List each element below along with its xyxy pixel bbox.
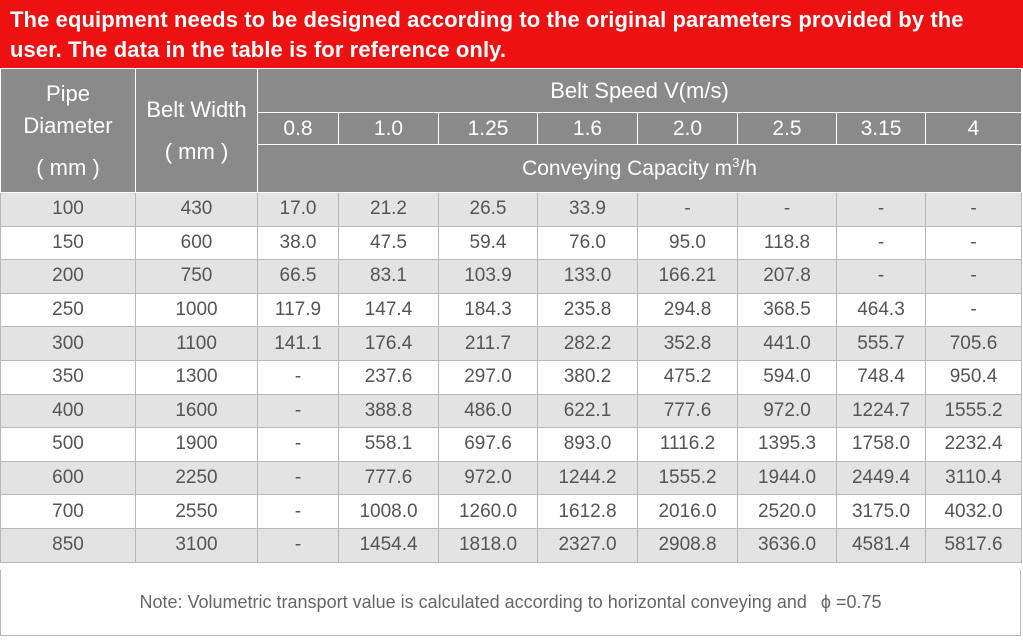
- capacity-cell: 26.5: [439, 193, 538, 227]
- capacity-cell: 1395.3: [738, 428, 837, 462]
- pipe-diameter-unit: ( mm ): [36, 154, 100, 180]
- capacity-table: [0, 68, 1022, 563]
- capacity-cell: -: [258, 360, 339, 394]
- capacity-cell: 117.9: [258, 293, 339, 327]
- belt-width-label: Belt Width: [146, 96, 247, 122]
- capacity-cell: 777.6: [339, 461, 439, 495]
- capacity-cell: 118.8: [738, 226, 837, 260]
- pipe-diameter-cell: 200: [1, 260, 136, 294]
- capacity-cell: -: [738, 193, 837, 227]
- capacity-cell: -: [926, 293, 1022, 327]
- table-row: [1, 528, 1022, 562]
- capacity-cell: 166.21: [638, 260, 738, 294]
- capacity-cell: -: [926, 193, 1022, 227]
- footnote-phi-value: ϕ =0.75: [820, 592, 882, 612]
- speed-header-cell: 2.5: [738, 113, 837, 145]
- capacity-cell: 2520.0: [738, 495, 837, 529]
- belt-width-cell: 1100: [136, 327, 258, 361]
- capacity-cell: 2908.8: [638, 528, 738, 562]
- capacity-cell: 972.0: [738, 394, 837, 428]
- capacity-cell: 622.1: [538, 394, 638, 428]
- belt-width-cell: 750: [136, 260, 258, 294]
- capacity-cell: 950.4: [926, 360, 1022, 394]
- capacity-cell: 1008.0: [339, 495, 439, 529]
- capacity-cell: 555.7: [837, 327, 926, 361]
- table-row: [1, 293, 1022, 327]
- capacity-cell: 294.8: [638, 293, 738, 327]
- capacity-cell: 1944.0: [738, 461, 837, 495]
- table-header: [1, 69, 1022, 193]
- capacity-superscript: 3: [732, 154, 740, 170]
- table-row: [1, 360, 1022, 394]
- table-row: [1, 327, 1022, 361]
- pipe-diameter-cell: 400: [1, 394, 136, 428]
- header-conveying-capacity: [258, 145, 1022, 193]
- capacity-cell: 748.4: [837, 360, 926, 394]
- capacity-cell: 76.0: [538, 226, 638, 260]
- header-belt-speed: Belt Speed V(m/s): [258, 69, 1022, 113]
- capacity-cell: 21.2: [339, 193, 439, 227]
- speed-header-cell: 3.15: [837, 113, 926, 145]
- capacity-cell: 47.5: [339, 226, 439, 260]
- capacity-cell: 1260.0: [439, 495, 538, 529]
- capacity-cell: 147.4: [339, 293, 439, 327]
- table-row: [1, 193, 1022, 227]
- belt-width-cell: 1900: [136, 428, 258, 462]
- capacity-cell: -: [258, 495, 339, 529]
- belt-width-cell: 2250: [136, 461, 258, 495]
- capacity-cell: 95.0: [638, 226, 738, 260]
- capacity-cell: 2232.4: [926, 428, 1022, 462]
- table-row: [1, 428, 1022, 462]
- capacity-suffix: /h: [739, 156, 757, 180]
- warning-banner: [0, 0, 1023, 68]
- capacity-cell: 3636.0: [738, 528, 837, 562]
- table-body: [1, 193, 1022, 563]
- pipe-diameter-cell: 600: [1, 461, 136, 495]
- pipe-diameter-cell: 250: [1, 293, 136, 327]
- speed-header-cell: 0.8: [258, 113, 339, 145]
- pipe-diameter-cell: 700: [1, 495, 136, 529]
- speed-header-cell: 1.6: [538, 113, 638, 145]
- capacity-table-container: [0, 68, 1021, 563]
- capacity-cell: 388.8: [339, 394, 439, 428]
- capacity-cell: 17.0: [258, 193, 339, 227]
- capacity-cell: 133.0: [538, 260, 638, 294]
- capacity-cell: 1244.2: [538, 461, 638, 495]
- table-row: [1, 394, 1022, 428]
- capacity-cell: 893.0: [538, 428, 638, 462]
- capacity-cell: 237.6: [339, 360, 439, 394]
- capacity-cell: 282.2: [538, 327, 638, 361]
- capacity-cell: -: [258, 461, 339, 495]
- capacity-cell: 33.9: [538, 193, 638, 227]
- pipe-diameter-cell: 850: [1, 528, 136, 562]
- capacity-cell: 1224.7: [837, 394, 926, 428]
- speed-header-cell: 1.0: [339, 113, 439, 145]
- belt-width-cell: 600: [136, 226, 258, 260]
- capacity-cell: 207.8: [738, 260, 837, 294]
- capacity-cell: 235.8: [538, 293, 638, 327]
- capacity-cell: 705.6: [926, 327, 1022, 361]
- belt-width-cell: 3100: [136, 528, 258, 562]
- belt-width-cell: 2550: [136, 495, 258, 529]
- capacity-cell: 594.0: [738, 360, 837, 394]
- capacity-cell: 66.5: [258, 260, 339, 294]
- capacity-cell: 697.6: [439, 428, 538, 462]
- capacity-cell: 38.0: [258, 226, 339, 260]
- capacity-cell: -: [258, 528, 339, 562]
- capacity-cell: 297.0: [439, 360, 538, 394]
- capacity-cell: -: [258, 428, 339, 462]
- capacity-cell: 475.2: [638, 360, 738, 394]
- capacity-cell: 3175.0: [837, 495, 926, 529]
- warning-banner-text: The equipment needs to be designed according to the original parameters provided by the user. The data in the table is for reference only.: [10, 7, 964, 62]
- capacity-cell: 141.1: [258, 327, 339, 361]
- belt-width-unit: ( mm ): [164, 138, 229, 164]
- belt-width-cell: 430: [136, 193, 258, 227]
- pipe-diameter-label: Pipe Diameter: [23, 80, 113, 138]
- capacity-cell: 83.1: [339, 260, 439, 294]
- capacity-cell: 777.6: [638, 394, 738, 428]
- capacity-cell: 368.5: [738, 293, 837, 327]
- capacity-cell: 380.2: [538, 360, 638, 394]
- capacity-cell: 558.1: [339, 428, 439, 462]
- capacity-cell: 1612.8: [538, 495, 638, 529]
- speed-header-cell: 1.25: [439, 113, 538, 145]
- header-pipe-diameter: [1, 69, 136, 193]
- capacity-cell: 2327.0: [538, 528, 638, 562]
- capacity-cell: 59.4: [439, 226, 538, 260]
- capacity-cell: 211.7: [439, 327, 538, 361]
- header-belt-width: [136, 69, 258, 193]
- capacity-cell: 1758.0: [837, 428, 926, 462]
- capacity-cell: 352.8: [638, 327, 738, 361]
- capacity-cell: 1454.4: [339, 528, 439, 562]
- capacity-cell: 2449.4: [837, 461, 926, 495]
- pipe-diameter-cell: 300: [1, 327, 136, 361]
- capacity-cell: 1555.2: [926, 394, 1022, 428]
- pipe-diameter-cell: 150: [1, 226, 136, 260]
- capacity-cell: 486.0: [439, 394, 538, 428]
- capacity-cell: -: [926, 226, 1022, 260]
- table-row: [1, 461, 1022, 495]
- footnote: [0, 570, 1021, 636]
- capacity-cell: -: [926, 260, 1022, 294]
- table-row: [1, 260, 1022, 294]
- capacity-cell: 2016.0: [638, 495, 738, 529]
- capacity-cell: 441.0: [738, 327, 837, 361]
- capacity-cell: 464.3: [837, 293, 926, 327]
- belt-width-cell: 1300: [136, 360, 258, 394]
- speed-header-cell: 2.0: [638, 113, 738, 145]
- belt-width-cell: 1000: [136, 293, 258, 327]
- pipe-diameter-cell: 500: [1, 428, 136, 462]
- capacity-cell: 5817.6: [926, 528, 1022, 562]
- table-row: [1, 226, 1022, 260]
- capacity-cell: 1116.2: [638, 428, 738, 462]
- capacity-cell: -: [837, 260, 926, 294]
- capacity-cell: 176.4: [339, 327, 439, 361]
- capacity-cell: 103.9: [439, 260, 538, 294]
- capacity-cell: 1818.0: [439, 528, 538, 562]
- capacity-cell: -: [837, 193, 926, 227]
- speed-header-cell: 4: [926, 113, 1022, 145]
- capacity-cell: 972.0: [439, 461, 538, 495]
- footnote-text: Note: Volumetric transport value is calculated according to horizontal conveying and: [139, 592, 807, 612]
- capacity-cell: 4581.4: [837, 528, 926, 562]
- table-row: [1, 495, 1022, 529]
- pipe-diameter-cell: 100: [1, 193, 136, 227]
- pipe-diameter-cell: 350: [1, 360, 136, 394]
- capacity-cell: 3110.4: [926, 461, 1022, 495]
- capacity-cell: 184.3: [439, 293, 538, 327]
- capacity-label: Conveying Capacity m: [522, 156, 733, 180]
- belt-width-cell: 1600: [136, 394, 258, 428]
- capacity-cell: -: [258, 394, 339, 428]
- capacity-cell: -: [837, 226, 926, 260]
- capacity-cell: 4032.0: [926, 495, 1022, 529]
- capacity-cell: -: [638, 193, 738, 227]
- capacity-cell: 1555.2: [638, 461, 738, 495]
